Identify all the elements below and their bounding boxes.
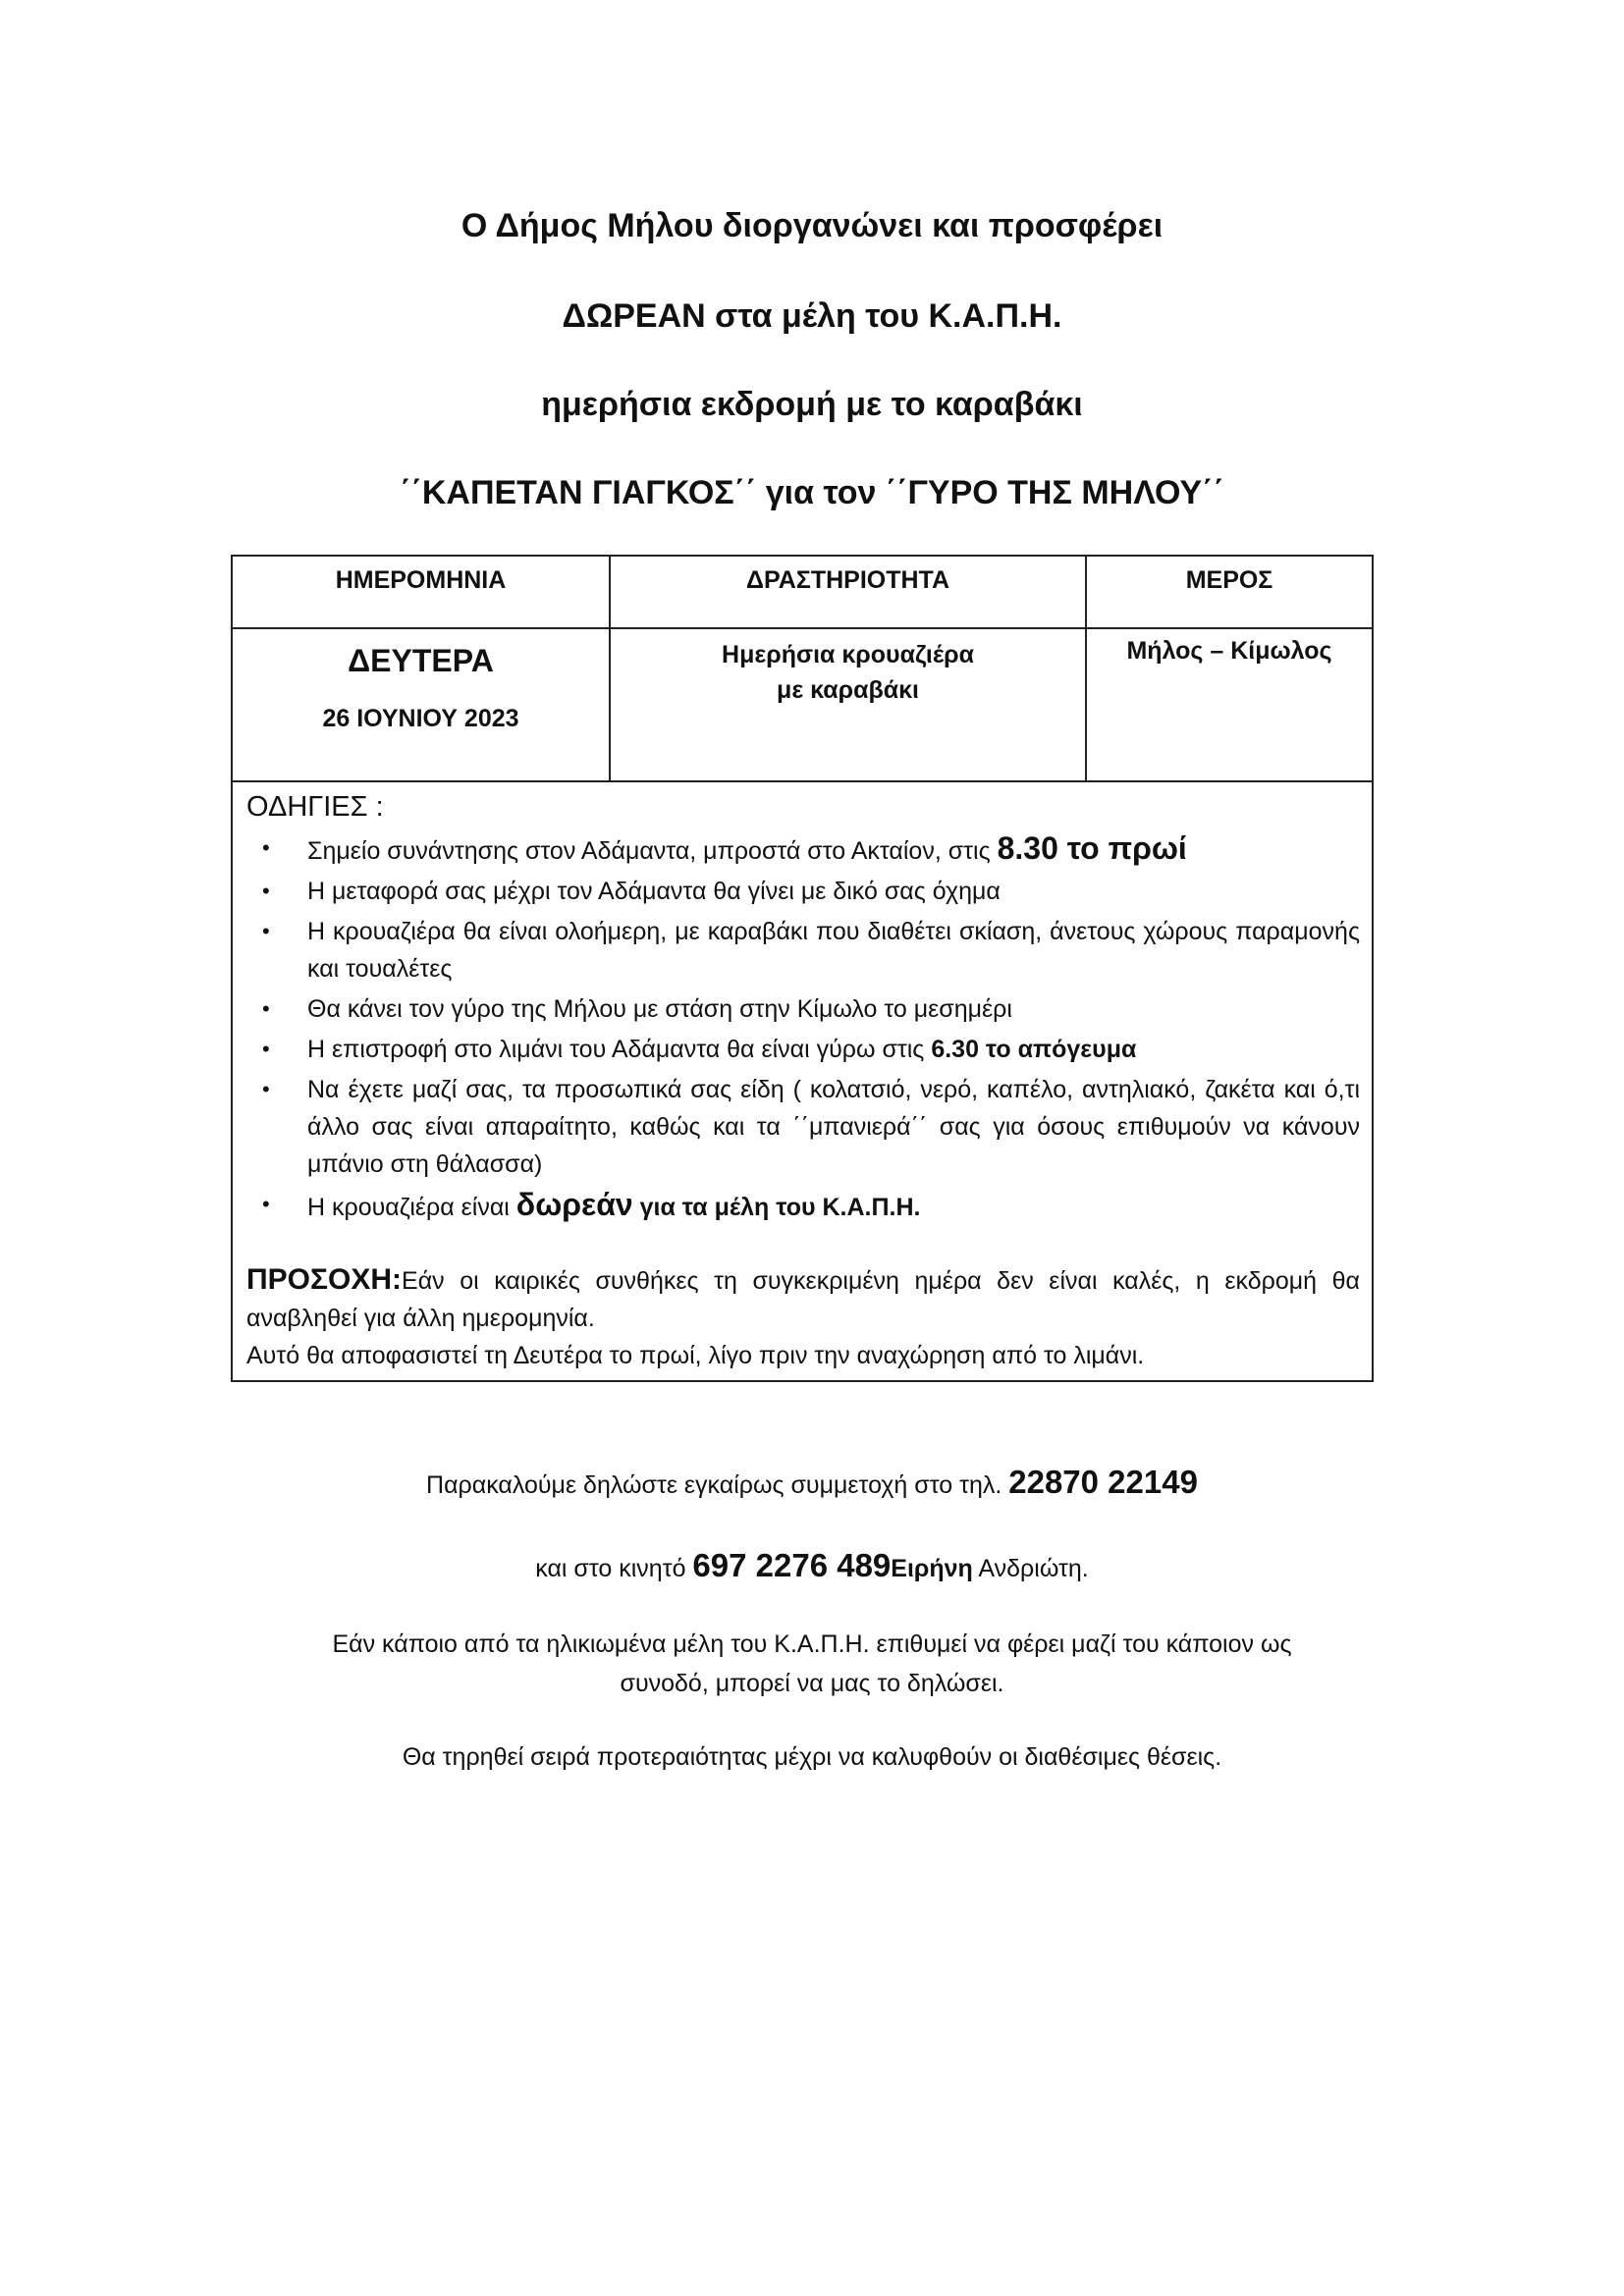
- footer-companion-line: Εάν κάποιο από τα ηλικιωμένα μέλη του Κ.Α.Π.Η. επιθυμεί να φέρει μαζί του κάποιον ως συνοδό, μπορεί να μας το δηλώσει.: [332, 1630, 1292, 1697]
- warning-text-2: Αυτό θα αποφασιστεί τη Δευτέρα το πρωί, λίγο πριν την αναχώρηση από το λιμάνι.: [246, 1342, 1145, 1369]
- header-activity: ΔΡΑΣΤΗΡΙΟΤΗΤΑ: [610, 556, 1086, 628]
- heading-line-1: Ο Δήμος Μήλου διοργανώνει και προσφέρει: [460, 207, 1164, 244]
- list-item: [262, 829, 1360, 870]
- place-label: Μήλος – Κίμωλος: [1126, 637, 1332, 665]
- list-item: [262, 1031, 1360, 1068]
- notes-row: [232, 781, 1373, 1381]
- item-text: Η κρουαζιέρα είναι: [307, 1194, 516, 1221]
- table-header-row: [232, 556, 1373, 628]
- day-label: ΔΕΥΤΕΡΑ: [348, 643, 494, 678]
- item-emphasis: 8.30 το πρωί: [997, 830, 1187, 866]
- list-item: [262, 913, 1360, 988]
- footer-phone-text: Παρακαλούμε δηλώστε εγκαίρως συμμετοχή στο τηλ.: [426, 1471, 1009, 1499]
- list-item: [262, 990, 1360, 1028]
- cell-activity: [610, 628, 1086, 781]
- item-emphasis-members: για τα μέλη του Κ.Α.Π.Η.: [632, 1194, 921, 1221]
- heading-line-3: ημερήσια εκδρομή με το καραβάκι: [541, 386, 1083, 423]
- activity-line-1: Ημερήσια κρουαζιέρα: [722, 641, 974, 668]
- item-text: Θα κάνει τον γύρο της Μήλου με στάση στην Κίμωλο το μεσημέρι: [307, 995, 1012, 1023]
- footer-priority-line: Θα τηρηθεί σειρά προτεραιότητας μέχρι να καλυφθούν οι διαθέσιμες θέσεις.: [402, 1743, 1222, 1771]
- bullet-icon: •: [262, 919, 270, 943]
- warning-text: Εάν οι καιρικές συνθήκες τη συγκεκριμένη ημέρα δεν είναι καλές, η εκδρομή θα αναβληθεί για άλλη ημερομηνία.: [246, 1267, 1360, 1332]
- bullet-icon: •: [262, 996, 270, 1021]
- phone-number: 22870 22149: [1008, 1464, 1198, 1500]
- heading-line-2: ΔΩΡΕΑΝ στα μέλη του Κ.Α.Π.Η.: [562, 297, 1062, 335]
- list-item: [262, 1071, 1360, 1183]
- excursion-table: [231, 555, 1374, 1382]
- contact-last-name: Ανδριώτη.: [972, 1555, 1089, 1582]
- warning-label: ΠΡΟΣΟΧΗ:: [246, 1263, 403, 1296]
- item-text: Σημείο συνάντησης στον Αδάμαντα, μπροστά στο Ακταίον, στις: [307, 837, 998, 865]
- heading-line-4: ΄΄ΚΑΠΕΤΑΝ ΓΙΑΓΚΟΣ΄΄ για τον ΄΄ΓΥΡΟ ΤΗΣ ΜΗΛΟΥ΄΄: [400, 474, 1224, 511]
- footer-mobile-line: [0, 1546, 1624, 1588]
- instructions-title: ΟΔΗΓΙΕΣ :: [246, 791, 384, 823]
- date-label: 26 ΙΟΥΝΙΟΥ 2023: [322, 705, 519, 732]
- bullet-icon: •: [262, 1192, 270, 1216]
- header-place: ΜΕΡΟΣ: [1086, 556, 1373, 628]
- header-date: ΗΜΕΡΟΜΗΝΙΑ: [232, 556, 610, 628]
- bullet-icon: •: [262, 835, 270, 860]
- list-item: [262, 1186, 1360, 1226]
- cell-place: [1086, 628, 1373, 781]
- footer-mobile-text: και στο κινητό: [535, 1555, 693, 1582]
- item-text: Η επιστροφή στο λιμάνι του Αδάμαντα θα είναι γύρω στις: [307, 1036, 932, 1063]
- activity-line-2: με καραβάκι: [777, 676, 919, 704]
- table-row: [232, 628, 1373, 781]
- mobile-number: 697 2276 489: [692, 1547, 892, 1583]
- footer-phone-line: [0, 1463, 1624, 1505]
- item-text: Η μεταφορά σας μέχρι τον Αδάμαντα θα γίνει με δικό σας όχημα: [307, 878, 1001, 905]
- bullet-icon: •: [262, 1077, 270, 1101]
- item-text: Να έχετε μαζί σας, τα προσωπικά σας είδη ( κολατσιό, νερό, καπέλο, αντηλιακό, ζακέτα και ό,τι άλλο σας είναι απαραίτητο, καθώς και τα ΄΄μπανιερά΄΄ σας για όσους επιθυμούν να κάνουν μπάνιο στη θάλασσα): [307, 1076, 1360, 1178]
- warning-paragraph: [246, 1261, 1360, 1337]
- item-emphasis-free: δωρεάν: [515, 1187, 633, 1222]
- bullet-icon: •: [262, 879, 270, 903]
- list-item: [262, 873, 1360, 910]
- instructions-list: [246, 829, 1360, 1226]
- item-text: Η κρουαζιέρα θα είναι ολοήμερη, με καραβάκι που διαθέτει σκίαση, άνετους χώρους παραμονής και τουαλέτες: [307, 918, 1360, 983]
- contact-first-name: Ειρήνη: [891, 1555, 973, 1582]
- item-emphasis: 6.30 το απόγευμα: [931, 1036, 1137, 1063]
- cell-date: [232, 628, 610, 781]
- bullet-icon: •: [262, 1037, 270, 1061]
- notes-cell: [232, 781, 1373, 1381]
